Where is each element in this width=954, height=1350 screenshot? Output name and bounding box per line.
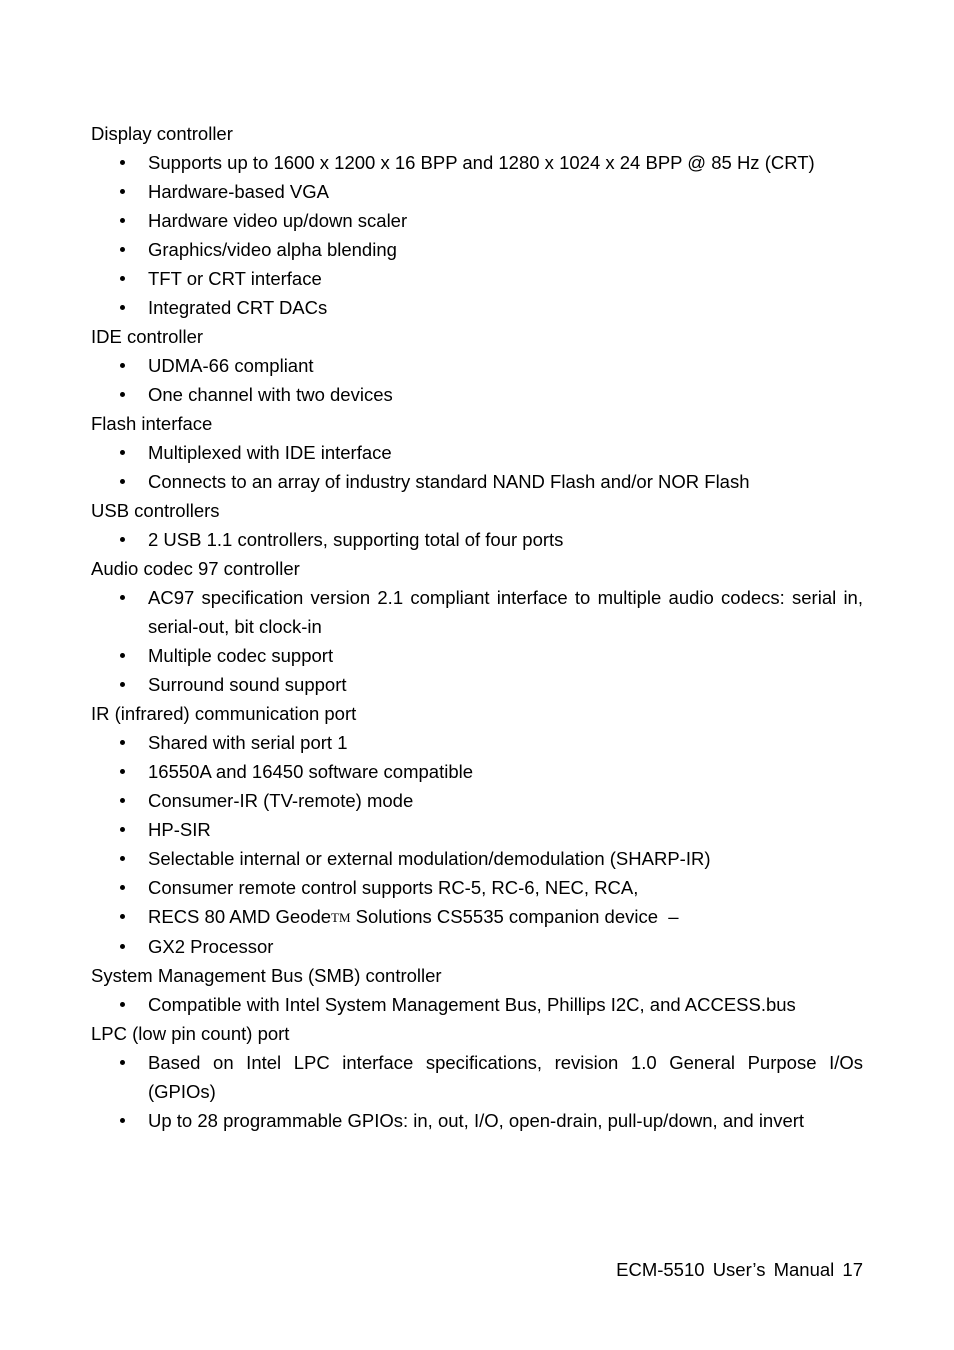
section-heading: IDE controller [91,326,204,347]
bullet-text: UDMA-66 compliant [148,355,314,376]
bullet-icon [120,1118,125,1123]
bullet-text: Multiplexed with IDE interface [148,442,392,463]
bullet-text: Hardware video up/down scaler [148,210,408,231]
bullet-icon [120,769,125,774]
bullet-text: 2 USB 1.1 controllers, supporting total of four ports [148,529,564,550]
bullet-item [91,670,863,699]
bullet-text-line: AC97 specification version 2.1 compliant interface to multiple audio codecs: serial in, [148,587,863,608]
bullet-item [91,873,863,902]
bullet-icon [120,595,125,600]
bullet-icon [120,450,125,455]
bullet-item [91,206,863,235]
bullet-list [91,1048,863,1135]
bullet-item [91,438,863,467]
bullet-icon [120,218,125,223]
bullet-item [91,757,863,786]
section-heading: IR (infrared) communication port [91,703,357,724]
section-heading: Display controller [91,123,233,144]
bullet-icon [120,189,125,194]
bullet-item [91,786,863,815]
bullet-icon [120,392,125,397]
bullet-icon [120,537,125,542]
bullet-icon [120,479,125,484]
bullet-text: HP-SIR [148,819,211,840]
trademark-symbol: TM [331,910,351,925]
bullet-text: Compatible with Intel System Management Bus, Phillips I2C, and ACCESS.bus [148,994,796,1015]
bullet-text-line: serial-out, bit clock-in [148,616,322,637]
section-heading: LPC (low pin count) port [91,1023,290,1044]
spec-section [91,699,863,961]
bullet-icon [120,944,125,949]
bullet-item [91,902,863,932]
bullet-item [91,1106,863,1135]
bullet-text: Multiple codec support [148,645,334,666]
bullet-list [91,583,863,699]
bullet-text: Shared with serial port 1 [148,732,348,753]
bullet-icon [120,682,125,687]
bullet-list [91,351,863,409]
bullet-item [91,380,863,409]
bullet-icon [120,160,125,165]
bullet-icon [120,305,125,310]
section-heading: USB controllers [91,500,220,521]
bullet-item [91,293,863,322]
bullet-text: Selectable internal or external modulation/demodulation (SHARP-IR) [148,848,711,869]
bullet-icon [120,1060,125,1065]
bullet-item [91,641,863,670]
spec-section [91,496,863,554]
bullet-item [91,990,863,1019]
bullet-icon [120,798,125,803]
bullet-list [91,525,863,554]
bullet-text: One channel with two devices [148,384,393,405]
spec-content [91,119,863,1135]
bullet-icon [120,653,125,658]
bullet-text-line: (GPIOs) [148,1081,216,1102]
bullet-icon [120,363,125,368]
bullet-text: Connects to an array of industry standard NAND Flash and/or NOR Flash [148,471,750,492]
bullet-item [91,932,863,961]
bullet-icon [120,885,125,890]
bullet-item [91,351,863,380]
bullet-icon [120,247,125,252]
spec-section [91,119,863,322]
bullet-list [91,728,863,961]
spec-section [91,322,863,409]
spec-section [91,1019,863,1135]
page-footer: ECM-5510 User’s Manual 17 [616,1259,863,1280]
bullet-icon [120,827,125,832]
bullet-text: RECS 80 AMD Geode [148,906,332,927]
spec-section [91,409,863,496]
bullet-text: Surround sound support [148,674,347,695]
spec-section [91,961,863,1019]
bullet-text: Consumer remote control supports RC-5, RC-6, NEC, RCA, [148,877,639,898]
bullet-list [91,438,863,496]
bullet-text: 16550A and 16450 software compatible [148,761,474,782]
bullet-text: Integrated CRT DACs [148,297,328,318]
bullet-icon [120,856,125,861]
bullet-text: Solutions CS5535 companion device – [350,906,679,927]
bullet-list [91,990,863,1019]
bullet-item [91,728,863,757]
bullet-icon [120,1002,125,1007]
bullet-text: Supports up to 1600 x 1200 x 16 BPP and 1280 x 1024 x 24 BPP @ 85 Hz (CRT) [148,152,815,173]
bullet-text: Up to 28 programmable GPIOs: in, out, I/O, open-drain, pull-up/down, and invert [148,1110,805,1131]
bullet-icon [120,740,125,745]
bullet-text: Consumer-IR (TV-remote) mode [148,790,414,811]
bullet-item [91,148,863,177]
bullet-icon [120,276,125,281]
bullet-text: Hardware-based VGA [148,181,329,202]
bullet-item [91,235,863,264]
bullet-item [91,844,863,873]
bullet-item [91,525,863,554]
bullet-item [91,815,863,844]
bullet-item [91,264,863,293]
bullet-text: GX2 Processor [148,936,274,957]
bullet-text: Graphics/video alpha blending [148,239,397,260]
section-heading: Audio codec 97 controller [91,558,300,579]
bullet-list [91,148,863,322]
bullet-icon [120,914,125,919]
bullet-item [91,177,863,206]
spec-section [91,554,863,699]
bullet-item [91,467,863,496]
bullet-text-line: Based on Intel LPC interface specifications, revision 1.0 General Purpose I/Os [148,1052,863,1073]
section-heading: Flash interface [91,413,213,434]
bullet-item [91,583,863,641]
section-heading: System Management Bus (SMB) controller [91,965,442,986]
bullet-text: TFT or CRT interface [148,268,322,289]
bullet-item [91,1048,863,1106]
